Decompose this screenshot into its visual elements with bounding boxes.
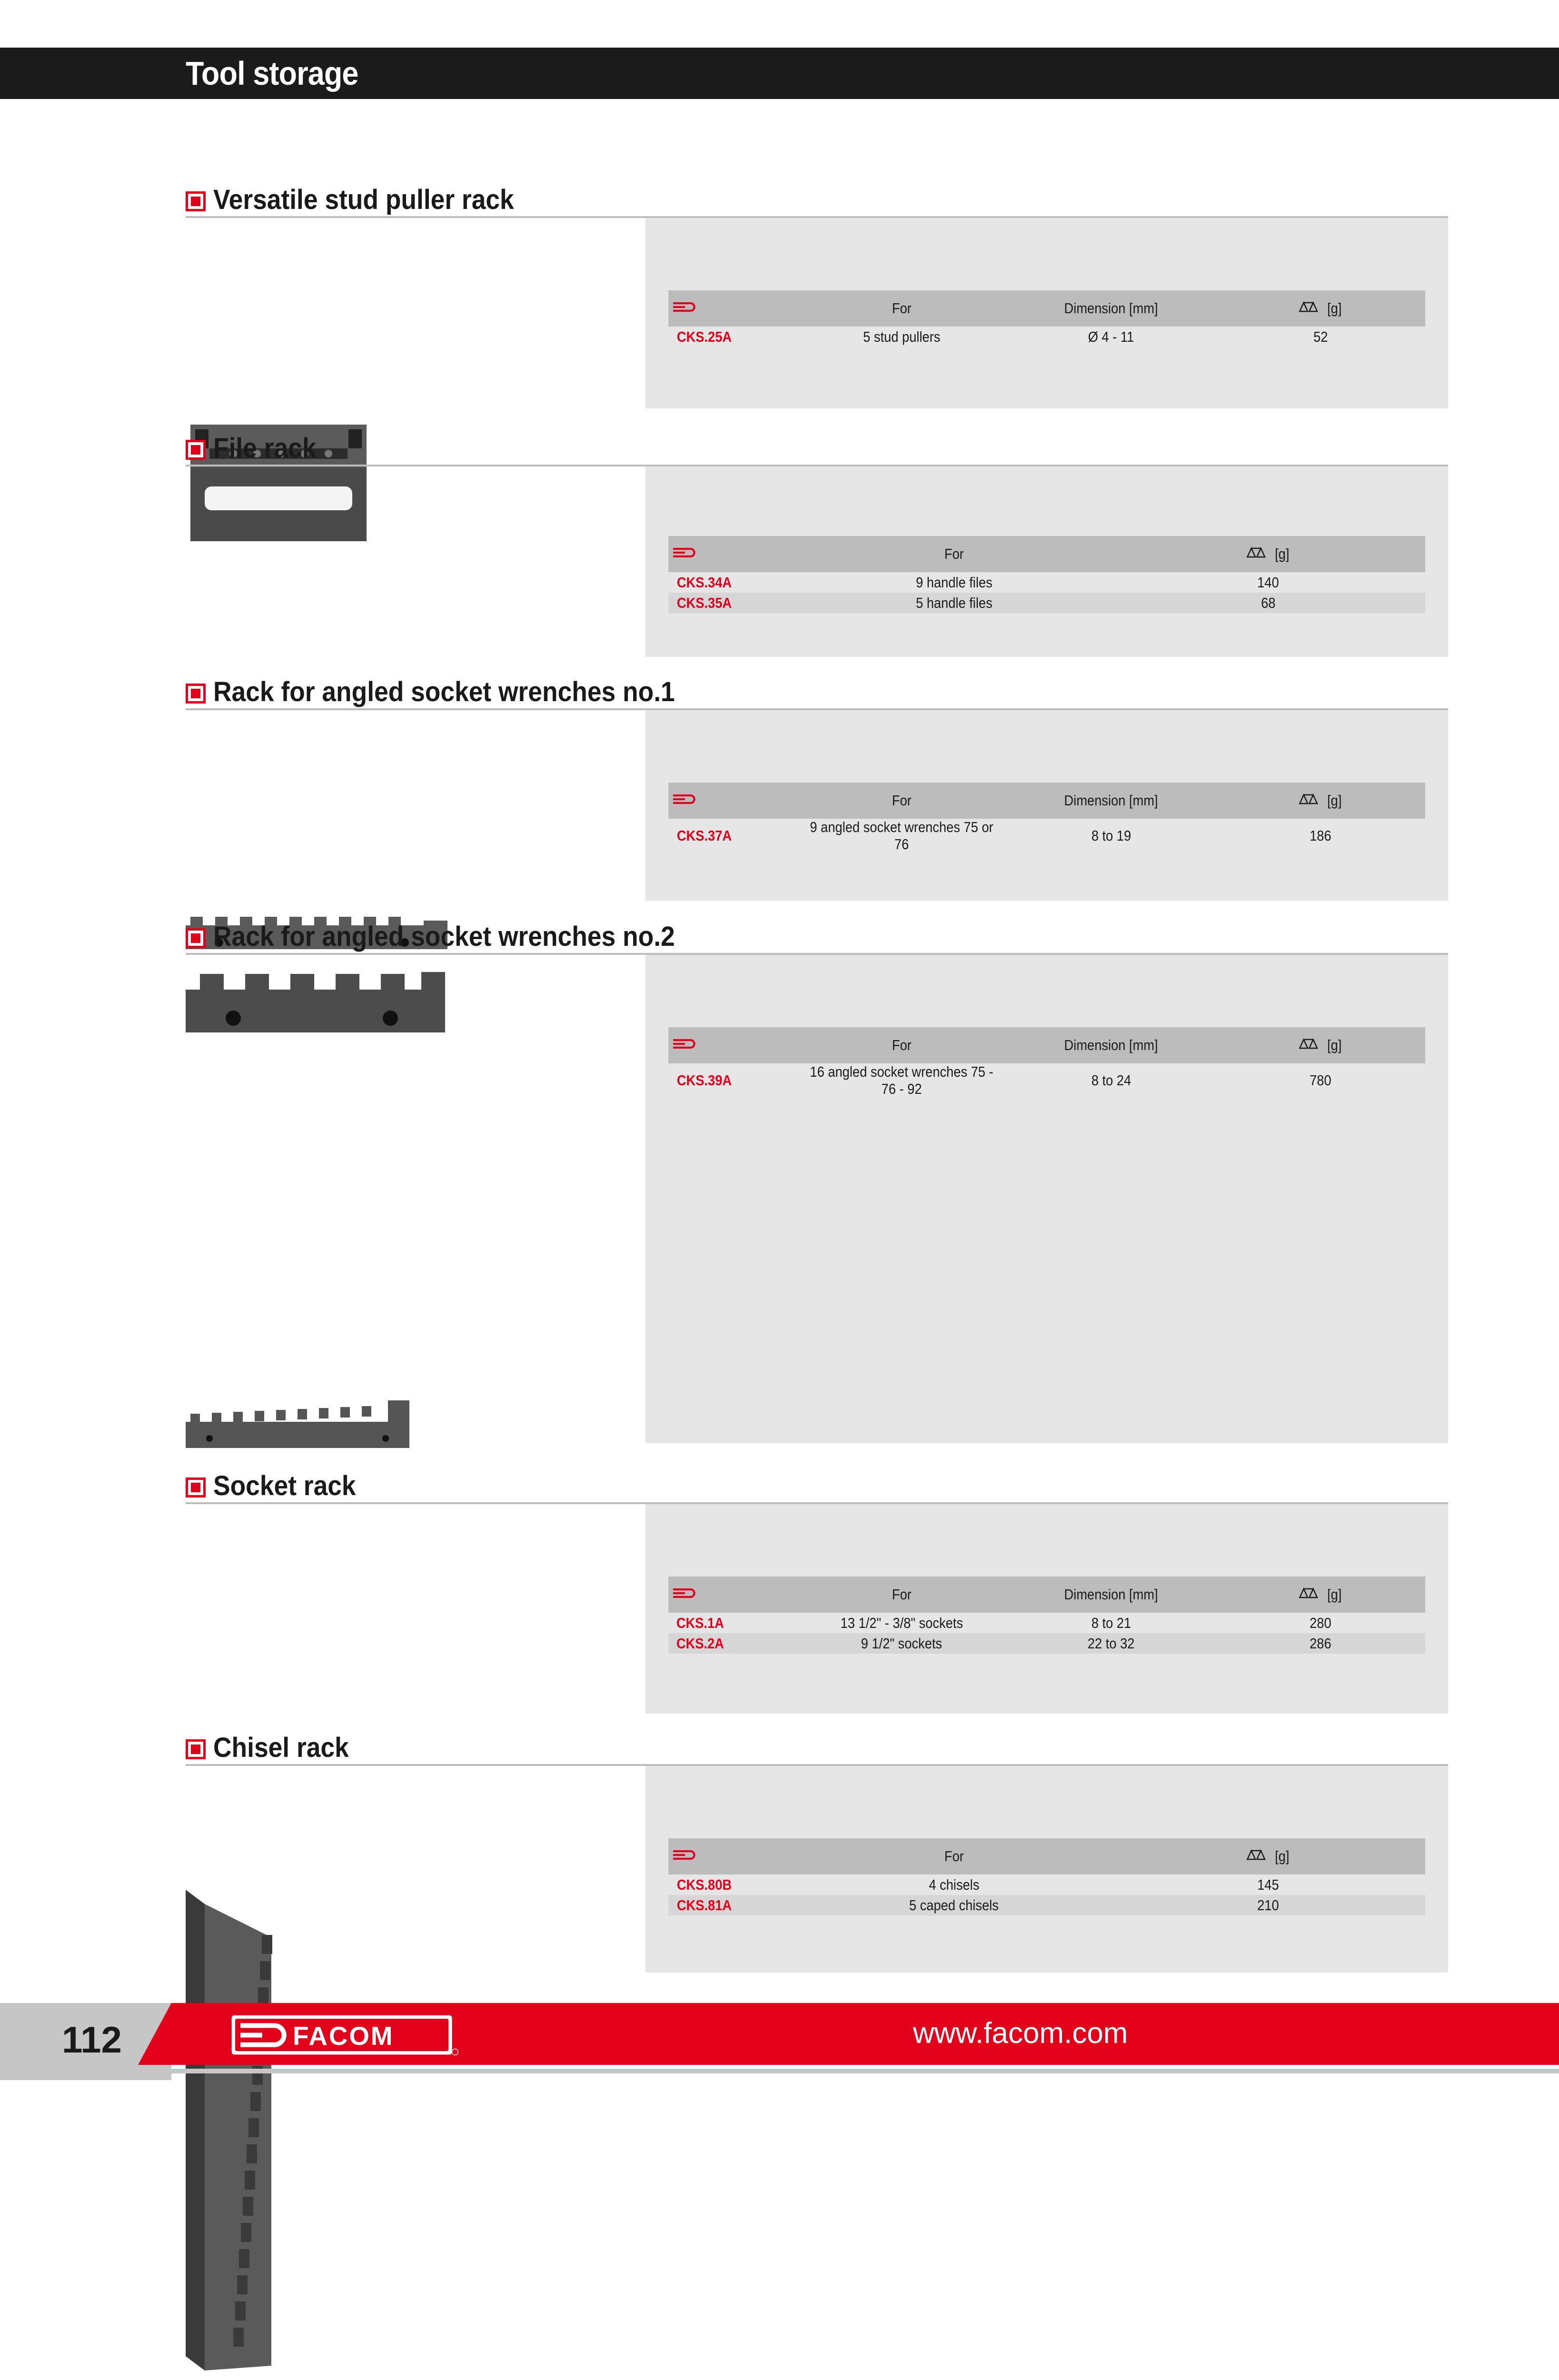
dimension-cell: 8 to 24	[1006, 1063, 1216, 1098]
section-bullet-icon	[186, 928, 206, 948]
weight-cell: 280	[1216, 1613, 1425, 1633]
balance-scale-icon	[1298, 301, 1322, 313]
for-column-header: For	[797, 536, 1111, 572]
dimension-column-header: Dimension [mm]	[1006, 783, 1216, 819]
for-cell: 5 handle files	[797, 593, 1111, 613]
for-cell: 13 1/2" - 3/8" sockets	[797, 1613, 1006, 1633]
weight-cell: 140	[1111, 572, 1425, 593]
facom-brand-logo	[224, 2014, 467, 2056]
table-header-row	[668, 1577, 1425, 1613]
facom-logo-icon	[673, 1587, 697, 1599]
footer-url[interactable]: www.facom.com	[913, 2017, 1128, 2050]
spec-panel	[645, 466, 1448, 657]
footer-rule	[138, 2069, 1559, 2073]
section-header	[186, 1470, 1448, 1504]
ref-column-header	[668, 1577, 797, 1613]
page-header-bar	[0, 48, 1559, 99]
spec-panel	[645, 710, 1448, 901]
table-row	[668, 819, 1425, 853]
facom-logo-icon	[673, 301, 697, 313]
dimension-cell: 8 to 19	[1006, 819, 1216, 853]
for-column-header: For	[797, 1027, 1006, 1063]
table-row	[668, 1895, 1425, 1915]
weight-cell: 780	[1216, 1063, 1425, 1098]
ref-cell: CKS.39A	[668, 1063, 797, 1098]
for-column-header: For	[797, 1838, 1111, 1874]
weight-column-header: [g]	[1216, 1027, 1425, 1063]
ref-column-header	[668, 783, 797, 819]
spec-panel	[645, 1504, 1448, 1714]
for-column-header: For	[797, 783, 1006, 819]
section-header	[186, 676, 1448, 710]
ref-cell: CKS.2A	[668, 1633, 797, 1654]
page-title: Tool storage	[186, 55, 358, 92]
angled-wrench-rack-1-image	[186, 1400, 414, 1453]
ref-column-header	[668, 536, 797, 572]
for-cell: 9 angled socket wrenches 75 or 76	[797, 819, 1006, 853]
balance-scale-icon	[1298, 793, 1322, 805]
for-column-header: For	[797, 290, 1006, 327]
facom-logo-icon	[673, 1849, 697, 1861]
for-cell: 5 caped chisels	[797, 1895, 1111, 1915]
spec-panel	[645, 218, 1448, 408]
section-header	[186, 923, 1448, 955]
dimension-cell: Ø 4 - 11	[1006, 327, 1216, 347]
page-number: 112	[62, 2019, 122, 2061]
spec-panel	[645, 1766, 1448, 1973]
spec-panel	[645, 955, 1448, 1443]
dimension-cell: 22 to 32	[1006, 1633, 1216, 1654]
table-header-row	[668, 290, 1425, 327]
table-header-row	[668, 1027, 1425, 1063]
file-rack-5-image	[186, 968, 452, 1035]
balance-scale-icon	[1298, 1038, 1322, 1050]
spec-table	[668, 1027, 1425, 1098]
weight-cell: 186	[1216, 819, 1425, 853]
spec-table	[668, 1838, 1425, 1915]
dimension-column-header: Dimension [mm]	[1006, 1027, 1216, 1063]
section-bullet-icon	[186, 440, 206, 460]
section-title: Versatile stud puller rack	[213, 184, 514, 215]
section-title: Socket rack	[213, 1470, 356, 1501]
section-title: Chisel rack	[213, 1732, 349, 1763]
for-cell: 4 chisels	[797, 1874, 1111, 1895]
weight-cell: 68	[1111, 593, 1425, 613]
for-column-header: For	[797, 1577, 1006, 1613]
table-row	[668, 1613, 1425, 1633]
section-bullet-icon	[186, 1739, 206, 1759]
for-cell: 9 handle files	[797, 572, 1111, 593]
section-title: Rack for angled socket wrenches no.2	[213, 921, 675, 952]
weight-column-header: [g]	[1216, 290, 1425, 327]
table-row	[668, 327, 1425, 347]
spec-table	[668, 536, 1425, 613]
table-header-row	[668, 783, 1425, 819]
balance-scale-icon	[1298, 1587, 1322, 1599]
table-row	[668, 1874, 1425, 1895]
table-row	[668, 572, 1425, 593]
spec-table	[668, 783, 1425, 853]
weight-cell: 286	[1216, 1633, 1425, 1654]
section-bullet-icon	[186, 191, 206, 211]
brand-wordmark: FACOM	[293, 2021, 394, 2051]
weight-column-header: [g]	[1111, 536, 1425, 572]
balance-scale-icon	[1246, 546, 1270, 559]
ref-cell: CKS.81A	[668, 1895, 797, 1915]
weight-cell: 210	[1111, 1895, 1425, 1915]
ref-cell: CKS.1A	[668, 1613, 797, 1633]
weight-column-header: [g]	[1216, 1577, 1425, 1613]
section-header	[186, 435, 1448, 466]
facom-logo-icon	[673, 793, 697, 805]
weight-column-header: [g]	[1216, 783, 1425, 819]
angled-wrench-rack-2-image	[186, 1890, 281, 2370]
ref-column-header	[668, 290, 797, 327]
for-cell: 9 1/2" sockets	[797, 1633, 1006, 1654]
ref-cell: CKS.80B	[668, 1874, 797, 1895]
ref-cell: CKS.37A	[668, 819, 797, 853]
facom-logo-icon	[673, 546, 697, 559]
table-row	[668, 1633, 1425, 1654]
section-header	[186, 184, 1448, 218]
for-cell: 5 stud pullers	[797, 327, 1006, 347]
ref-column-header	[668, 1838, 797, 1874]
section-header	[186, 1732, 1448, 1766]
weight-cell: 145	[1111, 1874, 1425, 1895]
dimension-column-header: Dimension [mm]	[1006, 290, 1216, 327]
section-bullet-icon	[186, 684, 206, 704]
weight-column-header: [g]	[1111, 1838, 1425, 1874]
ref-column-header	[668, 1027, 797, 1063]
facom-logo-icon	[673, 1038, 697, 1050]
dimension-cell: 8 to 21	[1006, 1613, 1216, 1633]
spec-table	[668, 290, 1425, 347]
weight-cell: 52	[1216, 327, 1425, 347]
section-title: File rack	[213, 433, 317, 464]
section-title: Rack for angled socket wrenches no.1	[213, 676, 675, 707]
table-header-row	[668, 1838, 1425, 1874]
table-row	[668, 593, 1425, 613]
balance-scale-icon	[1246, 1849, 1270, 1861]
for-cell: 16 angled socket wrenches 75 - 76 - 92	[797, 1063, 1006, 1098]
section-bullet-icon	[186, 1478, 206, 1497]
table-header-row	[668, 536, 1425, 572]
table-row	[668, 1063, 1425, 1098]
dimension-column-header: Dimension [mm]	[1006, 1577, 1216, 1613]
ref-cell: CKS.25A	[668, 327, 797, 347]
spec-table	[668, 1577, 1425, 1654]
ref-cell: CKS.35A	[668, 593, 797, 613]
ref-cell: CKS.34A	[668, 572, 797, 593]
